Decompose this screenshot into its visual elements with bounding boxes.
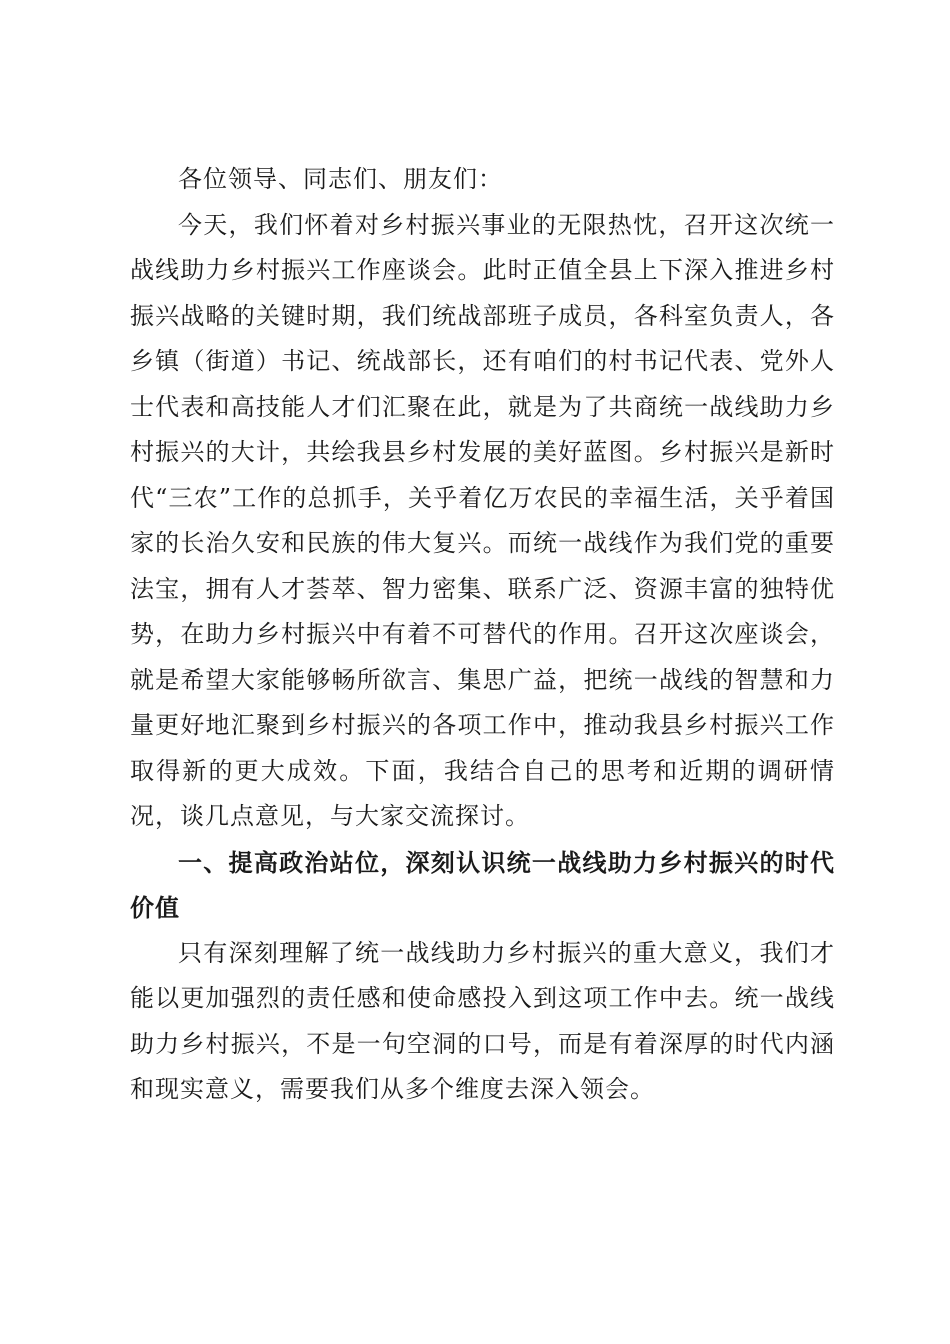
salutation: 各位领导、同志们、朋友们： (178, 165, 503, 193)
section-paragraph: 只有深刻理解了统一战线助力乡村振兴的重大意义，我们才能以更加强烈的责任感和使命感投入到这项工作中去。统一战线助力乡村振兴，不是一句空洞的口号，而是有着深厚的时代内涵和现实意义，需要我们从多个维度去深入领会。 (130, 938, 835, 1103)
document-body (130, 157, 835, 1113)
section-heading: 一、提高政治站位，深刻认识统一战线助力乡村振兴的时代价值 (130, 847, 835, 922)
opening-paragraph: 今天，我们怀着对乡村振兴事业的无限热忱，召开这次统一战线助力乡村振兴工作座谈会。此时正值全县上下深入推进乡村振兴战略的关键时期，我们统战部班子成员，各科室负责人，各乡镇（街道）书记、统战部长，还有咱们的村书记代表、党外人士代表和高技能人才们汇聚在此，就是为了共商统一战线助力乡村振兴的大计，共绘我县乡村发展的美好蓝图。乡村振兴是新时代“三农”工作的总抓手，关乎着亿万农民的幸福生活，关乎着国家的长治久安和民族的伟大复兴。而统一战线作为我们党的重要法宝，拥有人才荟萃、智力密集、联系广泛、资源丰富的独特优势，在助力乡村振兴中有着不可替代的作用。召开这次座谈会，就是希望大家能够畅所欲言、集思广益，把统一战线的智慧和力量更好地汇聚到乡村振兴的各项工作中，推动我县乡村振兴工作取得新的更大成效。下面，我结合自己的思考和近期的调研情况，谈几点意见，与大家交流探讨。 (130, 210, 835, 830)
